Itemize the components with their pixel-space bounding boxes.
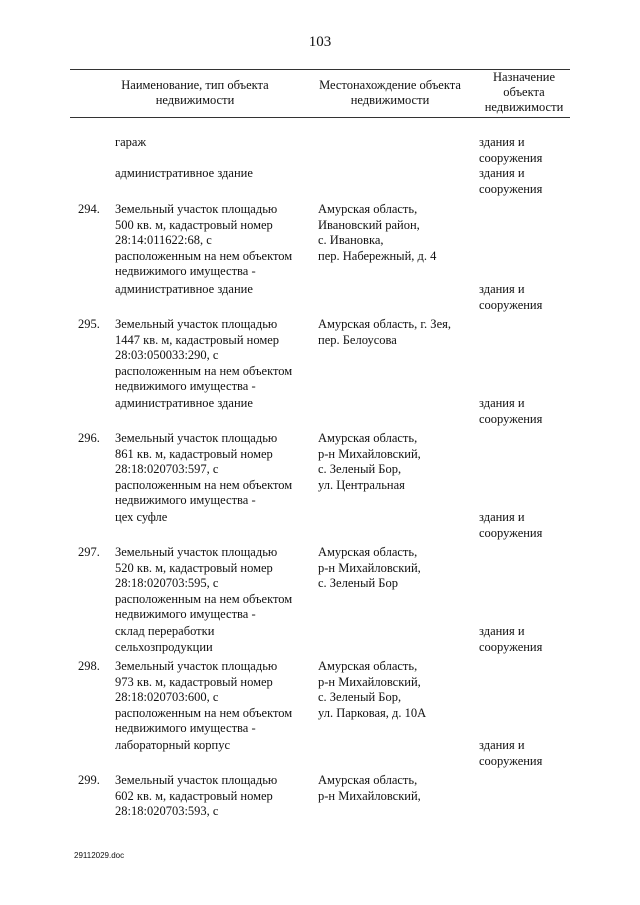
object-location-line: Ивановский район, [318, 217, 420, 232]
object-name-line: расположенным на нем объектом [115, 248, 293, 263]
object-name-line: административное здание [115, 396, 253, 410]
row-number: 295. [78, 317, 100, 331]
object-name-line: лабораторный корпус [115, 738, 230, 752]
object-name-line: гараж [115, 135, 147, 149]
object-location-line: с. Зеленый Бор, [318, 462, 402, 476]
object-location-line: Амурская область, [318, 545, 418, 559]
object-name-line: цех суфле [115, 510, 168, 524]
object-location-line: ул. Центральная [318, 477, 405, 492]
object-name-line: Земельный участок площадью [115, 317, 278, 331]
object-location-line: ул. Парковая, д. 10А [318, 705, 427, 720]
object-name-line: расположенным на нем объектом [115, 477, 293, 492]
object-purpose-line: сооружения [479, 639, 543, 654]
header-purpose-line: Назначение [492, 70, 555, 84]
object-purpose-line: здания и [479, 396, 525, 410]
object-name-line: недвижимого имущества - [115, 493, 256, 507]
object-name-line: Земельный участок площадью [115, 431, 278, 445]
object-name-line: 500 кв. м, кадастровый номер [115, 217, 273, 232]
header-location-line: недвижимости [350, 93, 430, 107]
header-location-column [310, 78, 470, 108]
object-name-line: Земельный участок площадью [115, 773, 278, 787]
object-name-line: расположенным на нем объектом [115, 705, 293, 720]
row-number: 298. [78, 659, 100, 673]
object-location-line: с. Ивановка, [318, 233, 384, 247]
table-header-rule [70, 117, 570, 118]
object-name-line: 1447 кв. м, кадастровый номер [115, 332, 280, 347]
object-purpose-line: сооружения [479, 150, 543, 165]
object-purpose-line: здания и [479, 510, 525, 524]
object-name-line: 28:18:020703:593, с [115, 804, 219, 818]
header-purpose-line: объекта [503, 85, 545, 99]
object-name-line: 602 кв. м, кадастровый номер [115, 788, 273, 803]
object-purpose-line: здания и [479, 282, 525, 296]
object-location-line: с. Зеленый Бор [318, 576, 398, 590]
object-name-line: расположенным на нем объектом [115, 363, 293, 378]
object-name-line: 861 кв. м, кадастровый номер [115, 446, 273, 461]
object-name-line: сельхозпродукции [115, 639, 213, 654]
footer-filename: 29112029.doc [74, 851, 125, 860]
object-name-line: 28:18:020703:600, с [115, 690, 219, 704]
header-purpose-column [478, 70, 570, 115]
object-name-line: Земельный участок площадью [115, 545, 278, 559]
object-location-line: р-н Михайловский, [318, 560, 421, 575]
header-purpose-line: недвижимости [484, 100, 564, 114]
page-number: 103 [308, 34, 332, 50]
object-name-line: административное здание [115, 166, 253, 180]
object-name-line: недвижимого имущества - [115, 379, 256, 393]
object-purpose-line: сооружения [479, 181, 543, 196]
object-name-line: 28:18:020703:595, с [115, 576, 219, 590]
object-purpose-line: сооружения [479, 525, 543, 540]
object-location-line: р-н Михайловский, [318, 446, 421, 461]
object-location-line: р-н Михайловский, [318, 674, 421, 689]
object-name-line: административное здание [115, 282, 253, 296]
object-name-line: Земельный участок площадью [115, 659, 278, 673]
object-name-line: недвижимого имущества - [115, 721, 256, 735]
object-name-line: 520 кв. м, кадастровый номер [115, 560, 273, 575]
object-location-line: Амурская область, [318, 659, 418, 673]
object-name-line: склад переработки [115, 624, 215, 638]
row-number: 296. [78, 431, 100, 445]
row-number: 297. [78, 545, 100, 559]
object-name-line: 28:18:020703:597, с [115, 462, 219, 476]
object-location-line: Амурская область, [318, 431, 418, 445]
object-location-line: пер. Белоусова [318, 332, 397, 347]
row-number: 299. [78, 773, 100, 787]
object-location-line: Амурская область, [318, 773, 418, 787]
object-name-line: расположенным на нем объектом [115, 591, 293, 606]
object-name-line: Земельный участок площадью [115, 202, 278, 216]
header-location-line: Местонахождение объекта [319, 78, 461, 92]
row-number: 294. [78, 202, 100, 216]
object-name-line: недвижимого имущества - [115, 264, 256, 278]
object-purpose-line: здания и [479, 135, 525, 149]
object-location-line: р-н Михайловский, [318, 788, 421, 803]
object-purpose-line: сооружения [479, 297, 543, 312]
object-name-line: недвижимого имущества - [115, 607, 256, 621]
object-location-line: с. Зеленый Бор, [318, 690, 402, 704]
object-location-line: Амурская область, [318, 202, 418, 216]
object-name-line: 28:14:011622:68, с [115, 233, 212, 247]
object-purpose-line: здания и [479, 166, 525, 180]
object-purpose-line: здания и [479, 738, 525, 752]
object-location-line: пер. Набережный, д. 4 [318, 248, 437, 263]
header-name-line: Наименование, тип объекта [121, 78, 269, 92]
object-name-line: 28:03:050033:290, с [115, 348, 219, 362]
header-name-line: недвижимости [155, 93, 235, 107]
object-name-line: 973 кв. м, кадастровый номер [115, 674, 273, 689]
header-name-column [100, 78, 290, 108]
object-location-line: Амурская область, г. Зея, [318, 317, 451, 331]
object-purpose-line: сооружения [479, 411, 543, 426]
object-purpose-line: здания и [479, 624, 525, 638]
object-purpose-line: сооружения [479, 753, 543, 768]
